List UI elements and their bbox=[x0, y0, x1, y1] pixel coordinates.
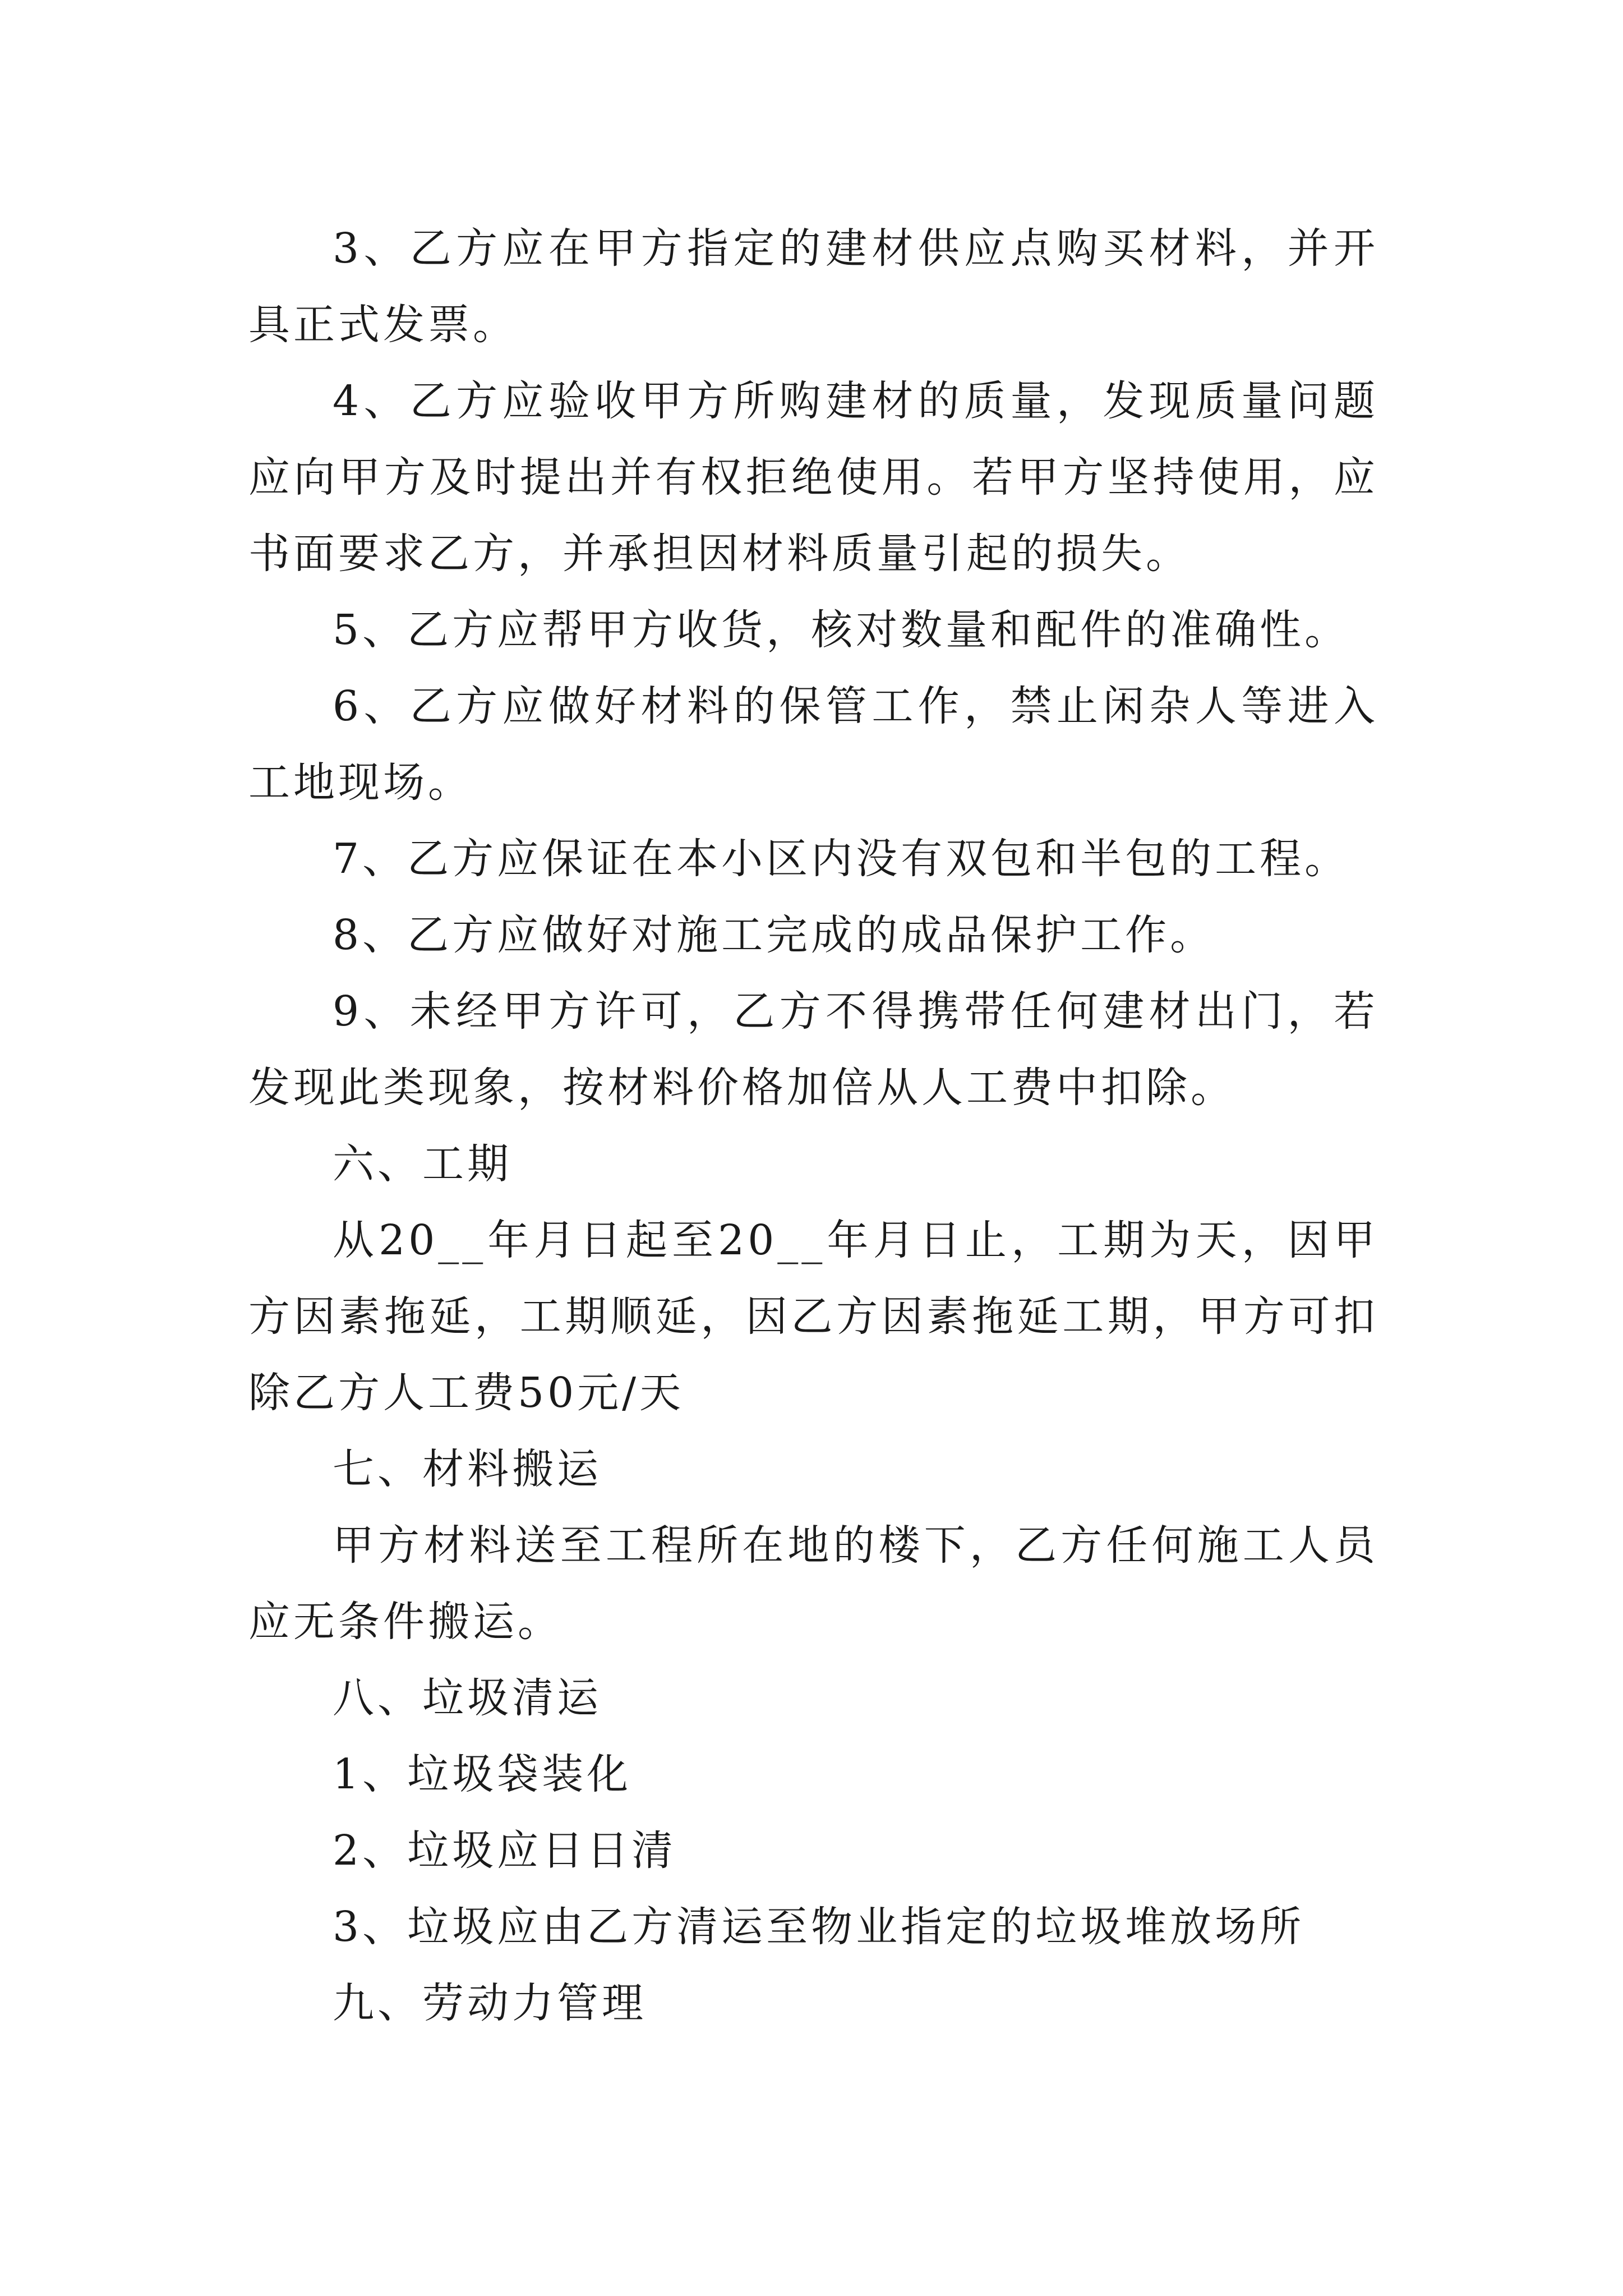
clause-4-inspect-materials: 4、乙方应验收甲方所购建材的质量，发现质量问题应向甲方及时提出并有权拒绝使用。若甲方坚持使用，应书面要求乙方，并承担因材料质量引起的损失。 bbox=[248, 377, 1378, 578]
clause-8-protection: 8、乙方应做好对施工完成的成品保护工作。 bbox=[333, 911, 1215, 959]
clause-9-no-removal: 9、未经甲方许可，乙方不得携带任何建材出门，若发现此类现象，按材料价格加倍从人工费中扣除。 bbox=[248, 987, 1378, 1112]
clause-6-storage: 6、乙方应做好材料的保管工作，禁止闲杂人等进入工地现场。 bbox=[248, 682, 1378, 807]
material-transport-paragraph: 甲方材料送至工程所在地的楼下，乙方任何施工人员应无条件搬运。 bbox=[248, 1521, 1378, 1646]
section-heading-labor-management: 九、劳动力管理 bbox=[333, 1979, 647, 2027]
section-heading-schedule: 六、工期 bbox=[333, 1140, 512, 1188]
section-heading-waste-removal: 八、垃圾清运 bbox=[333, 1674, 602, 1722]
clause-3-purchase-materials: 3、乙方应在甲方指定的建材供应点购买材料，并开具正式发票。 bbox=[248, 224, 1378, 349]
section-heading-material-transport: 七、材料搬运 bbox=[333, 1445, 602, 1493]
clause-7-no-subcontract: 7、乙方应保证在本小区内没有双包和半包的工程。 bbox=[333, 835, 1350, 883]
schedule-paragraph: 从20__年月日起至20__年月日止，工期为天，因甲方因素拖延，工期顺延，因乙方因素拖延工期，甲方可扣除乙方人工费50元/天 bbox=[248, 1216, 1378, 1417]
document-body bbox=[248, 210, 1378, 2041]
clause-5-receive-goods: 5、乙方应帮甲方收货，核对数量和配件的准确性。 bbox=[333, 606, 1350, 654]
waste-item-1: 1、垃圾袋装化 bbox=[333, 1750, 632, 1798]
waste-item-2: 2、垃圾应日日清 bbox=[333, 1826, 677, 1875]
waste-item-3: 3、垃圾应由乙方清运至物业指定的垃圾堆放场所 bbox=[333, 1903, 1305, 1951]
